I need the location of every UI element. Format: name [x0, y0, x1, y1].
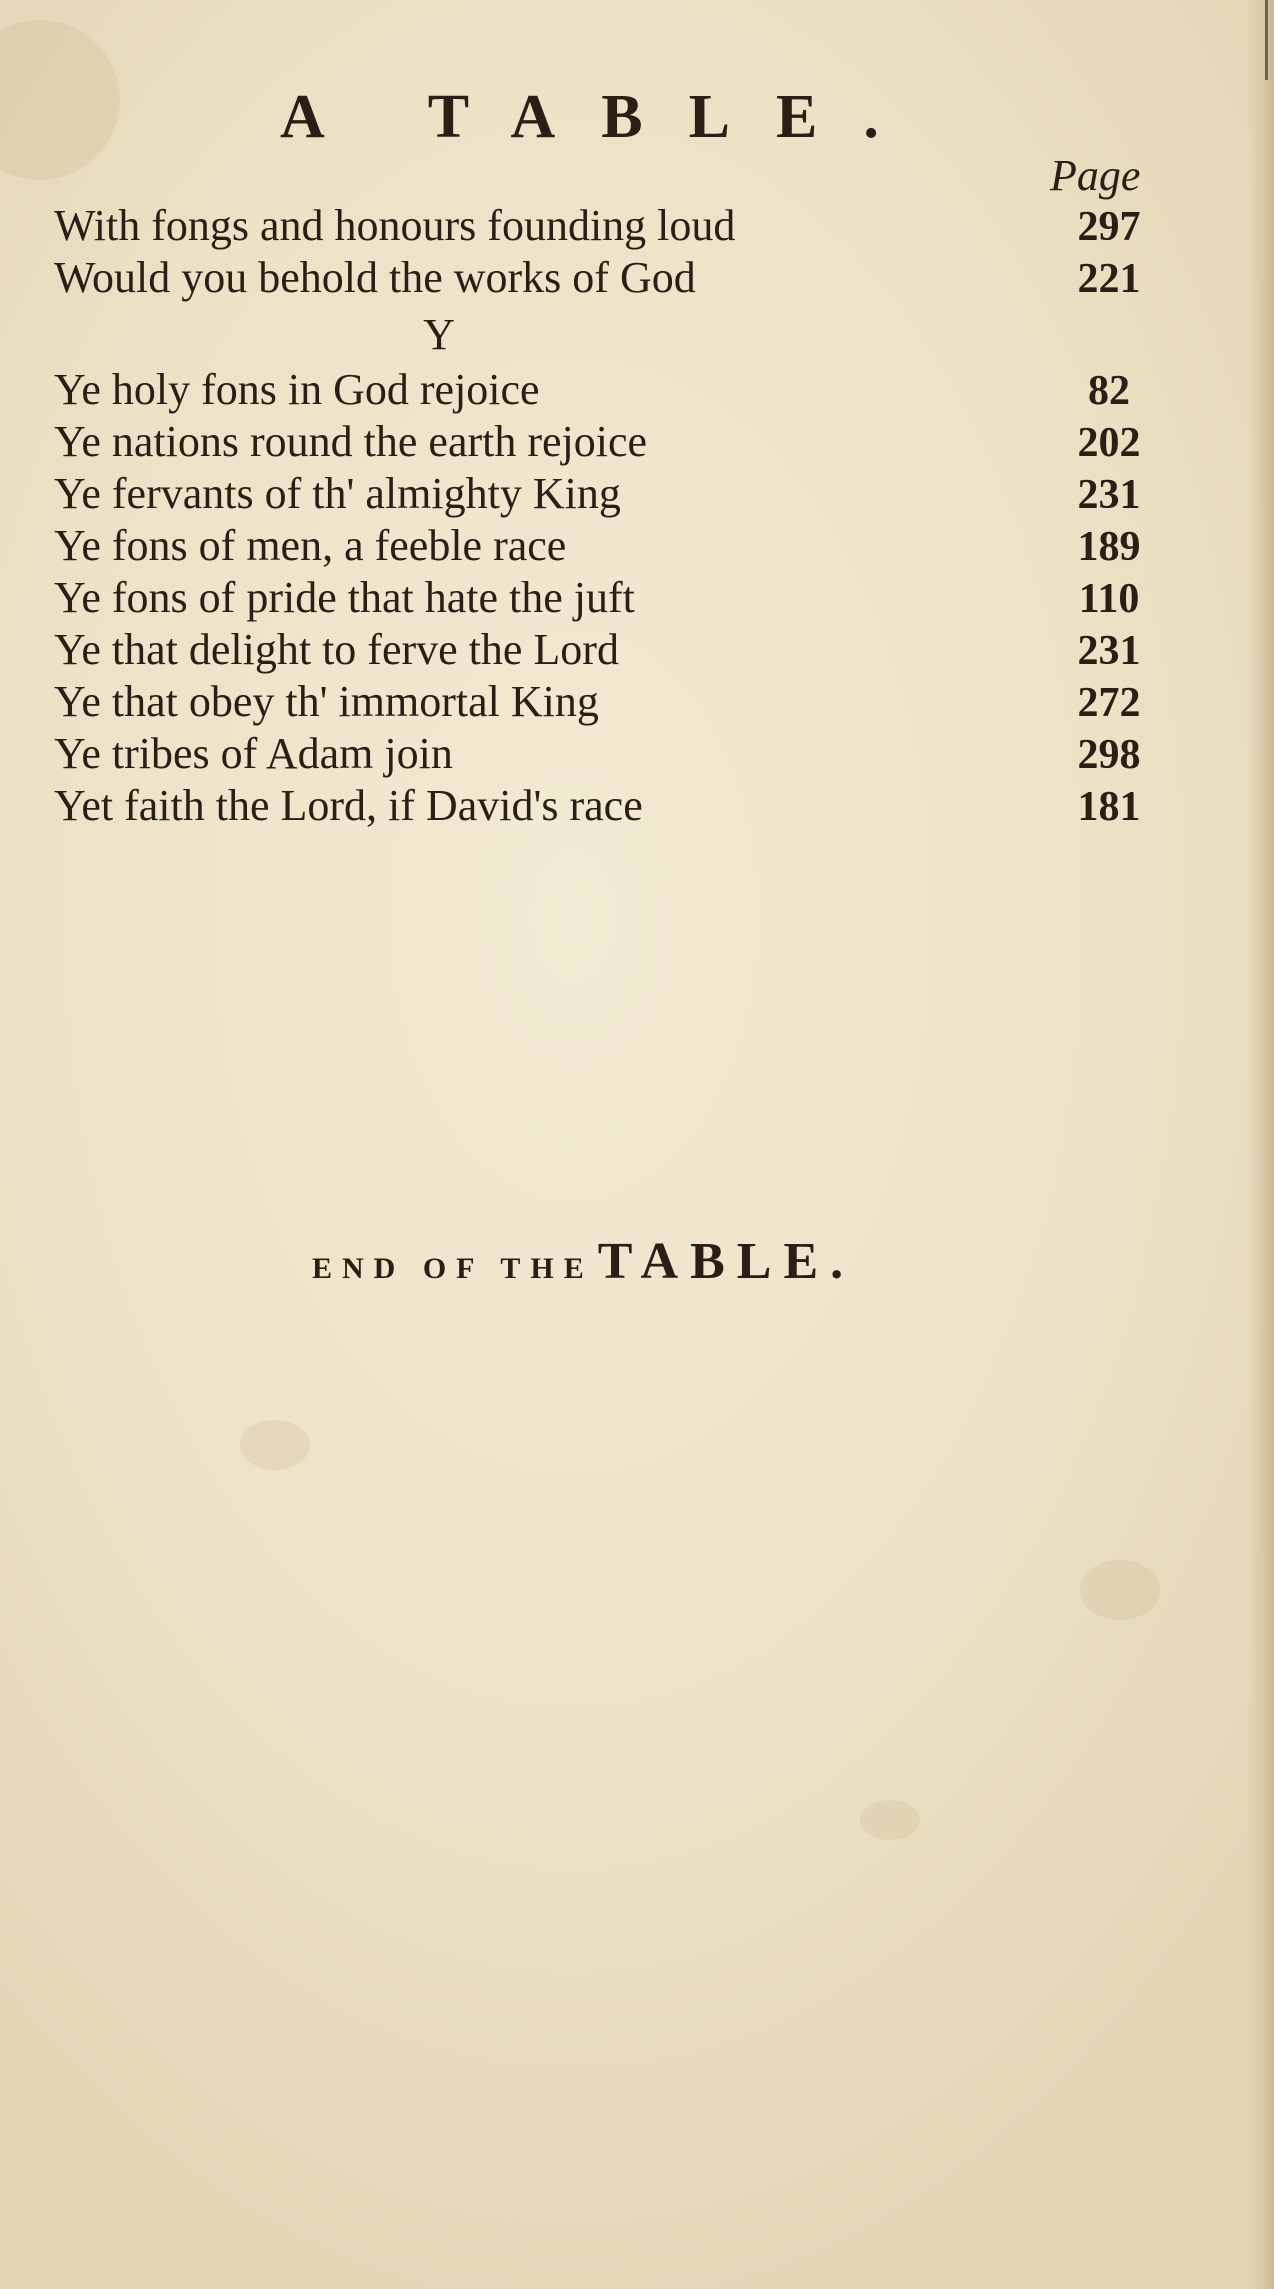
entry-first-line: Ye that delight to ferve the Lord: [54, 625, 619, 674]
entry-first-line: Ye fons of pride that hate the juft: [54, 573, 635, 622]
table-row: [54, 364, 1164, 416]
paper-stain: [240, 1420, 310, 1470]
entry-first-line: Ye tribes of Adam join: [54, 729, 453, 778]
paper-stain: [1080, 1560, 1160, 1620]
page-edge-mark: [1265, 0, 1268, 80]
table-row: [54, 572, 1164, 624]
section-letter: Y: [423, 310, 455, 359]
entry-page-number: 298: [1077, 732, 1141, 778]
table-row: [54, 200, 1164, 252]
table-row: [54, 624, 1164, 676]
paper-stain: [860, 1800, 920, 1840]
entry-page-number: 231: [1077, 472, 1141, 518]
entry-page-number: 110: [1078, 576, 1140, 622]
entry-page-number: 189: [1077, 524, 1141, 570]
entry-first-line: Ye fons of men, a feeble race: [54, 521, 567, 570]
page-edge: [1248, 0, 1274, 2289]
table-row: [54, 728, 1164, 780]
entry-page-number: 181: [1077, 784, 1141, 830]
entry-page-number: 82: [1088, 368, 1130, 414]
table-row: [54, 252, 1164, 304]
table-row: [54, 468, 1164, 520]
entry-first-line: Ye fervants of th' almighty King: [54, 469, 621, 518]
table-row: [54, 780, 1164, 832]
entry-page-number: 231: [1077, 628, 1141, 674]
entry-first-line: Ye nations round the earth rejoice: [54, 417, 648, 466]
entry-page-number: 202: [1077, 420, 1141, 466]
entry-page-number: 297: [1077, 204, 1141, 250]
entry-first-line: Ye holy fons in God rejoice: [54, 365, 540, 414]
end-of-table-small-caps: END OF THE: [312, 1252, 594, 1285]
end-of-table-large: TABLE.: [597, 1233, 856, 1290]
running-head: A TABLE.: [280, 83, 925, 151]
table-row: [54, 416, 1164, 468]
page-column-label: Page: [1050, 151, 1141, 200]
table-row: [54, 520, 1164, 572]
end-of-table-colophon: [312, 1232, 855, 1291]
paper-stain: [0, 20, 120, 180]
entry-page-number: 272: [1077, 680, 1141, 726]
table-row: [54, 676, 1164, 728]
entry-first-line: With fongs and honours founding loud: [54, 201, 736, 250]
entry-first-line: Ye that obey th' immortal King: [54, 677, 599, 726]
entry-page-number: 221: [1077, 256, 1141, 302]
entry-first-line: Would you behold the works of God: [54, 253, 696, 302]
table-of-first-lines: [54, 200, 1164, 832]
entry-first-line: Yet faith the Lord, if David's race: [54, 781, 643, 830]
